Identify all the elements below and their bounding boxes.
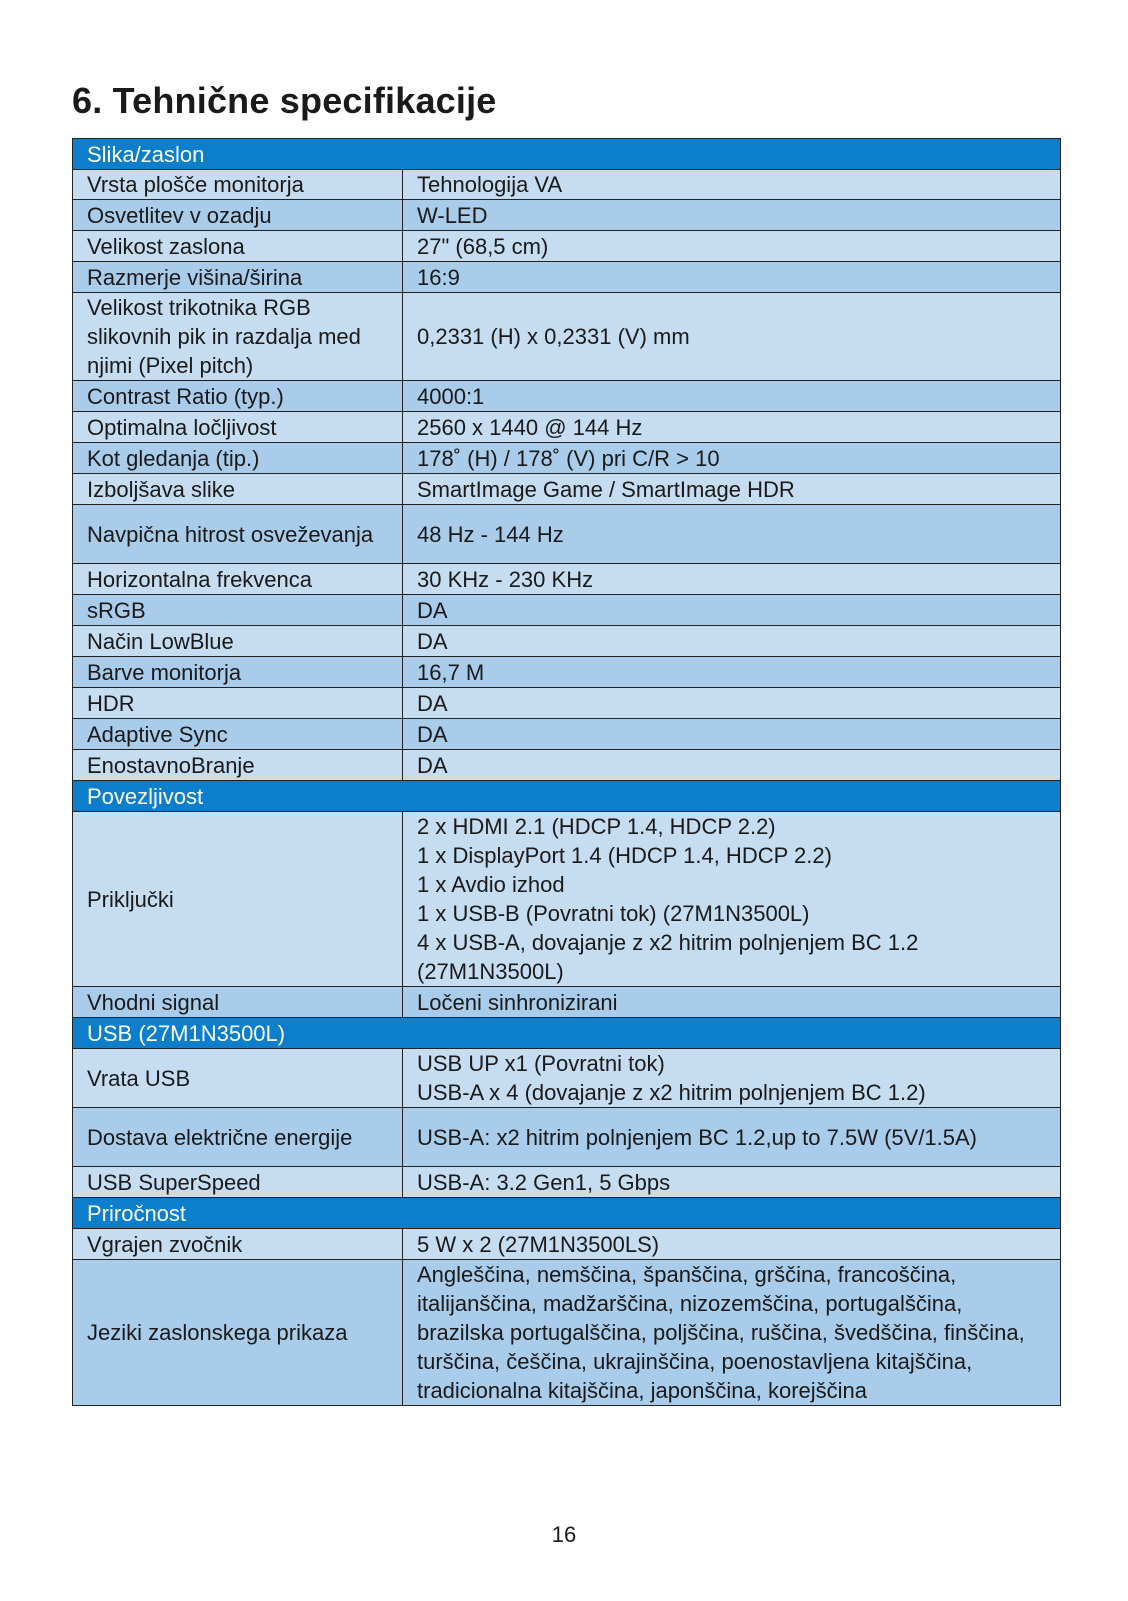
page-title: 6. Tehnične specifikacije	[72, 80, 497, 121]
section-title: Povezljivost	[73, 781, 1061, 812]
spec-value: USB-A: 3.2 Gen1, 5 Gbps	[403, 1167, 1061, 1198]
spec-label: EnostavnoBranje	[73, 750, 403, 781]
spec-row	[73, 750, 1061, 781]
spec-label: Vrsta plošče monitorja	[73, 170, 403, 200]
spec-label: Izboljšava slike	[73, 474, 403, 505]
spec-label: sRGB	[73, 595, 403, 626]
spec-row	[73, 1260, 1061, 1406]
spec-row	[73, 381, 1061, 412]
section-header-row	[73, 781, 1061, 812]
spec-value: 2560 x 1440 @ 144 Hz	[403, 412, 1061, 443]
spec-row	[73, 262, 1061, 293]
spec-value: Angleščina, nemščina, španščina, grščina, francoščina, italijanščina, madžarščina, nizozemščina, portugalščina, brazilska portugalščina, poljščina, ruščina, švedščina, finščina, turščina, češčina, ukrajinščina, poenostavljena kitajščina, tradicionalna kitajščina, japonščina, korejščina	[403, 1260, 1061, 1406]
spec-value: 0,2331 (H) x 0,2331 (V) mm	[403, 293, 1061, 381]
spec-label: Vhodni signal	[73, 987, 403, 1018]
spec-row	[73, 505, 1061, 564]
spec-label: Način LowBlue	[73, 626, 403, 657]
spec-label: Optimalna ločljivost	[73, 412, 403, 443]
spec-value: 4000:1	[403, 381, 1061, 412]
spec-label: Velikost zaslona	[73, 231, 403, 262]
spec-value: 48 Hz - 144 Hz	[403, 505, 1061, 564]
spec-value: DA	[403, 595, 1061, 626]
page-number: 16	[551, 1522, 577, 1547]
spec-label: Vgrajen zvočnik	[73, 1229, 403, 1260]
spec-label: Osvetlitev v ozadju	[73, 200, 403, 231]
spec-label: Velikost trikotnika RGB slikovnih pik in razdalja med njimi (Pixel pitch)	[73, 293, 403, 381]
spec-row	[73, 626, 1061, 657]
spec-value: SmartImage Game / SmartImage HDR	[403, 474, 1061, 505]
spec-label: Dostava električne energije	[73, 1108, 403, 1167]
spec-row	[73, 1167, 1061, 1198]
spec-row	[73, 595, 1061, 626]
spec-value: 27" (68,5 cm)	[403, 231, 1061, 262]
spec-value: 5 W x 2 (27M1N3500LS)	[403, 1229, 1061, 1260]
spec-row	[73, 987, 1061, 1018]
section-title: Priročnost	[73, 1198, 1061, 1229]
spec-value: DA	[403, 688, 1061, 719]
section-header-row	[73, 1198, 1061, 1229]
spec-label: HDR	[73, 688, 403, 719]
spec-value: Ločeni sinhronizirani	[403, 987, 1061, 1018]
spec-label: Vrata USB	[73, 1049, 403, 1108]
spec-row	[73, 170, 1061, 200]
spec-value: DA	[403, 750, 1061, 781]
spec-row	[73, 812, 1061, 987]
spec-row	[73, 293, 1061, 381]
spec-label: Priključki	[73, 812, 403, 987]
spec-row	[73, 1108, 1061, 1167]
spec-row	[73, 412, 1061, 443]
spec-row	[73, 719, 1061, 750]
spec-value: DA	[403, 626, 1061, 657]
spec-row	[73, 443, 1061, 474]
spec-value: 178˚ (H) / 178˚ (V) pri C/R > 10	[403, 443, 1061, 474]
spec-row	[73, 564, 1061, 595]
spec-label: Horizontalna frekvenca	[73, 564, 403, 595]
spec-table	[72, 138, 1061, 1406]
section-title: USB (27M1N3500L)	[73, 1018, 1061, 1049]
spec-value: DA	[403, 719, 1061, 750]
spec-table-body	[73, 139, 1061, 1406]
spec-label: Kot gledanja (tip.)	[73, 443, 403, 474]
spec-label: Jeziki zaslonskega prikaza	[73, 1260, 403, 1406]
spec-label: USB SuperSpeed	[73, 1167, 403, 1198]
section-header-row	[73, 139, 1061, 170]
spec-row	[73, 1049, 1061, 1108]
spec-value: USB UP x1 (Povratni tok) USB-A x 4 (dovajanje z x2 hitrim polnjenjem BC 1.2)	[403, 1049, 1061, 1108]
spec-value: 16,7 M	[403, 657, 1061, 688]
spec-value: 2 x HDMI 2.1 (HDCP 1.4, HDCP 2.2) 1 x DisplayPort 1.4 (HDCP 1.4, HDCP 2.2) 1 x Avdio izhod 1 x USB-B (Povratni tok) (27M1N3500L) 4 x USB-A, dovajanje z x2 hitrim polnjenjem BC 1.2 (27M1N3500L)	[403, 812, 1061, 987]
spec-value: W-LED	[403, 200, 1061, 231]
spec-row	[73, 657, 1061, 688]
spec-label: Navpična hitrost osveževanja	[73, 505, 403, 564]
spec-row	[73, 200, 1061, 231]
section-header-row	[73, 1018, 1061, 1049]
spec-row	[73, 1229, 1061, 1260]
spec-label: Barve monitorja	[73, 657, 403, 688]
spec-label: Adaptive Sync	[73, 719, 403, 750]
spec-row	[73, 688, 1061, 719]
spec-row	[73, 231, 1061, 262]
spec-row	[73, 474, 1061, 505]
spec-value: 16:9	[403, 262, 1061, 293]
spec-value: 30 KHz - 230 KHz	[403, 564, 1061, 595]
spec-label: Razmerje višina/širina	[73, 262, 403, 293]
spec-value: USB-A: x2 hitrim polnjenjem BC 1.2,up to 7.5W (5V/1.5A)	[403, 1108, 1061, 1167]
spec-label: Contrast Ratio (typ.)	[73, 381, 403, 412]
section-title: Slika/zaslon	[73, 139, 1061, 170]
spec-value: Tehnologija VA	[403, 170, 1061, 200]
